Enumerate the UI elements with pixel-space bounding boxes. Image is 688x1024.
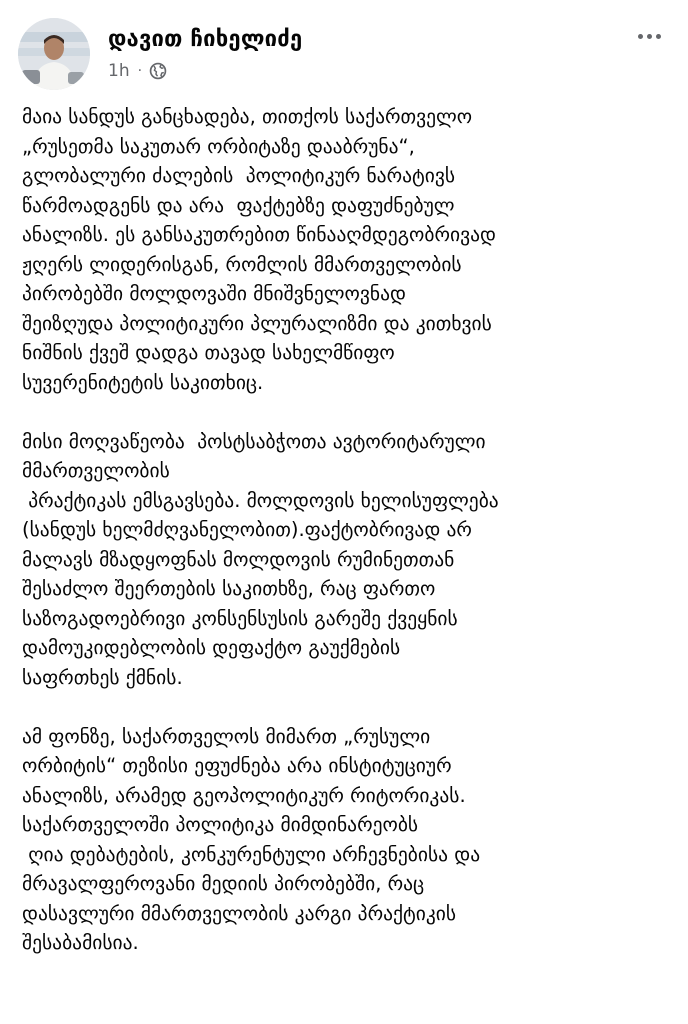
text-line: ნიშნის ქვეშ დადგა თავად სახელმწიფო [22,341,395,364]
text-line: წარმოადგენს და არა ფაქტებზე დაფუძნებულ [22,193,455,217]
meta-separator: · [137,63,143,79]
text-line: შესაბამისია. [22,931,139,954]
avatar-photo [18,18,90,90]
text-line: (სანდუს ხელმძღვანელობით).ფაქტობრივად არ [22,518,472,541]
text-line: პრაქტიკას ემსგავსება. მოლდოვის ხელისუფლება [22,488,499,512]
text-line: შესაძლო შეერთების საკითხზე, რაც ფართო [22,577,436,600]
text-line: ანალიზს. ეს განსაკუთრებით წინააღმდეგობრივად [22,223,496,246]
avatar[interactable] [18,18,90,90]
text-line: სუვერენიტეტის საკითხიც. [22,370,264,394]
text-line: პირობებში მოლდოვაში მნიშვნელოვნად [22,282,406,305]
text-line: საქართველოში პოლიტიკა მიმდინარეობს [22,813,419,836]
text-line: ამ ფონზე, საქართველოს მიმართ „რუსული [22,724,431,748]
more-dots-icon [647,34,652,39]
text-line: შეიზღუდა პოლიტიკური პლურალიზმი და კითხვის [22,311,492,335]
text-line: მმართველობის [22,459,170,482]
text-line: საფრთხეს ქმნის. [22,665,183,689]
more-dots-icon [656,34,661,39]
more-options-button[interactable] [628,22,670,50]
text-line: საზოგადოებრივი კონსენსუსის გარეშე ქვეყნის [22,606,458,630]
text-line: ანალიზს, არამედ გეოპოლიტიკურ რიტორიკას. [22,783,466,807]
text-line: მისი მოღვაწეობა პოსტსაბჭოთა ავტორიტარული [22,429,486,453]
post-header [0,0,688,100]
text-line: დამოუკიდებლობის დეფაქტო გაუქმების [22,636,401,659]
post-meta [108,59,167,83]
post-time[interactable]: 1h [108,61,130,81]
text-line: ჟღერს ლიდერისგან, რომლის მმართველობის [22,252,462,276]
text-line: მალავს მზადყოფნას მოლდოვის რუმინეთთან [22,547,455,571]
post-paragraph [22,102,672,397]
text-line: „რუსეთმა საკუთარ ორბიტაზე დააბრუნა“, [22,134,415,158]
post-paragraph [22,427,672,693]
author-name[interactable]: დავით ჩიხელიძე [108,27,303,52]
text-line: დასავლური მმართველობის კარგი პრაქტიკის [22,901,457,925]
more-dots-icon [638,34,643,39]
globe-icon[interactable] [149,62,167,80]
text-line: მაია სანდუს განცხადება, თითქოს საქართველო [22,105,473,128]
text-line: მრავალფეროვანი მედიის პირობებში, რაც [22,872,425,895]
text-line: ორბიტის“ თეზისი ეფუძნება არა ინსტიტუციურ [22,754,452,777]
text-line: გლობალური ძალების პოლიტიკურ ნარატივს [22,164,456,187]
post-paragraph [22,722,672,958]
post-text [22,102,672,987]
text-line: ღია დებატების, კონკურენტული არჩევნებისა და [22,842,481,866]
